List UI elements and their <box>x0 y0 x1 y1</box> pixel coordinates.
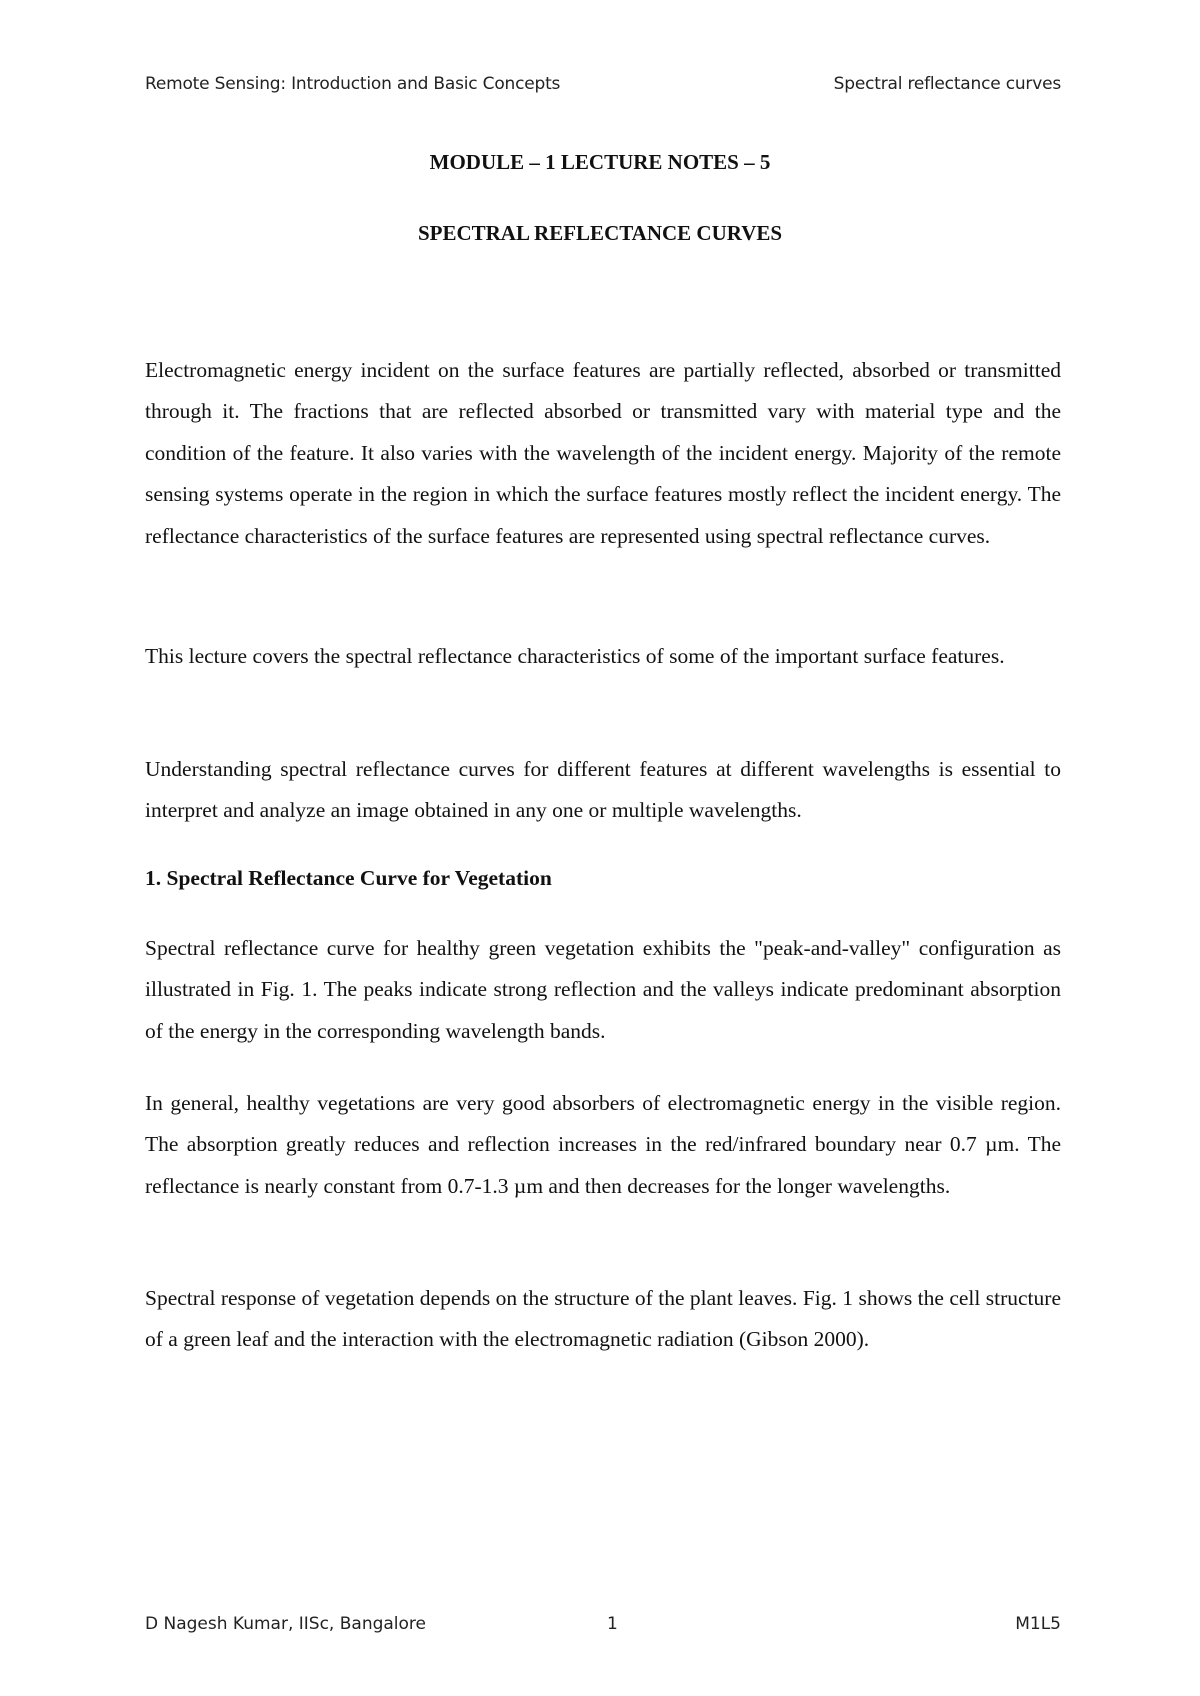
vegetation-paragraph-1: Spectral reflectance curve for healthy green vegetation exhibits the "peak-and-valley" configuration as illustrated in Fig. 1. The peaks indicate strong reflection and the valleys indicate predominant absorption of the energy in the corresponding wavelength bands. <box>145 936 1061 1043</box>
vegetation-paragraph-2: In general, healthy vegetations are very good absorbers of electromagnetic energy in the visible region. The absorption greatly reduces and reflection increases in the red/infrared boundary near 0.7 µm. The reflectance is nearly constant from 0.7-1.3 µm and then decreases for the longer wavelengths. <box>145 1091 1061 1198</box>
intro-paragraph: Electromagnetic energy incident on the surface features are partially reflected, absorbed or transmitted through it. The fractions that are reflected absorbed or transmitted vary with material type and the condition of the feature. It also varies with the wavelength of the incident energy. Majority of the remote sensing systems operate in the region in which the surface features mostly reflect the incident energy. The reflectance characteristics of the surface features are represented using spectral reflectance curves. <box>145 358 1061 548</box>
module-title: MODULE – 1 LECTURE NOTES – 5 <box>429 150 771 174</box>
section-heading: 1. Spectral Reflectance Curve for Vegetation <box>145 866 552 890</box>
footer-page-number: 1 <box>607 1614 618 1634</box>
lecture-title: SPECTRAL REFLECTANCE CURVES <box>417 221 783 245</box>
page-header <box>145 74 1061 94</box>
understanding-paragraph: Understanding spectral reflectance curves for different features at different wavelengths is essential to interpret and analyze an image obtained in any one or multiple wavelengths. <box>145 757 1061 823</box>
footer-module-code: M1L5 <box>1015 1614 1061 1634</box>
header-topic-title: Spectral reflectance curves <box>833 74 1061 94</box>
page-footer <box>145 1614 1061 1638</box>
footer-author: D Nagesh Kumar, IISc, Bangalore <box>145 1614 426 1634</box>
header-course-title: Remote Sensing: Introduction and Basic Concepts <box>145 74 561 94</box>
vegetation-paragraph-3: Spectral response of vegetation depends on the structure of the plant leaves. Fig. 1 shows the cell structure of a green leaf and the interaction with the electromagnetic radiation (Gibson 2000). <box>145 1286 1061 1352</box>
coverage-paragraph: This lecture covers the spectral reflectance characteristics of some of the important surface features. <box>145 644 1005 668</box>
